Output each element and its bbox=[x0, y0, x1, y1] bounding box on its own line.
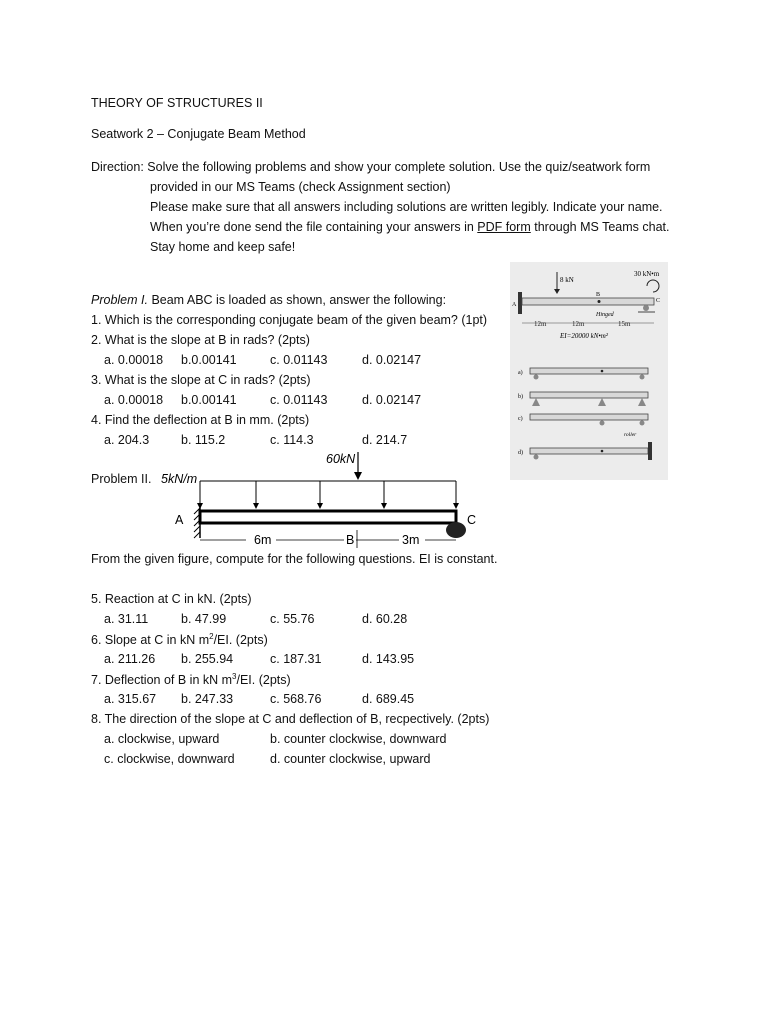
problem2-label-a: A bbox=[175, 513, 184, 527]
dist-load-arrowhead-2 bbox=[253, 503, 259, 509]
q7-option-d: d. 689.45 bbox=[362, 692, 415, 706]
question-4: 4. Find the deflection at B in mm. (2pts) bbox=[91, 413, 310, 427]
q5-option-a: a. 31.11 bbox=[104, 612, 149, 626]
choice-a-support-left bbox=[534, 375, 539, 380]
q4-option-b: b. 115.2 bbox=[181, 433, 226, 447]
q7-option-a: a. 315.67 bbox=[104, 692, 157, 706]
span-3: 15m bbox=[618, 320, 631, 328]
direction-line-5: Stay home and keep safe! bbox=[150, 240, 296, 254]
choice-c-support-mid bbox=[600, 421, 605, 426]
choice-d-label: d) bbox=[518, 450, 523, 456]
question-7 bbox=[91, 672, 291, 687]
direction-text-1: Solve the following problems and show your complete solution. Use the quiz/seatwork form bbox=[147, 160, 651, 174]
direction-line-4-pre: When you’re done send the file containing your answers in bbox=[150, 220, 478, 234]
label-a: A bbox=[512, 302, 517, 308]
direction-line-4-post: through MS Teams chat. bbox=[530, 220, 670, 234]
question-1: 1. Which is the corresponding conjugate beam of the given beam? (1pt) bbox=[91, 313, 488, 327]
choice-a-support-right bbox=[640, 375, 645, 380]
q7-text-pre: 7. Deflection of B in kN m bbox=[91, 673, 233, 688]
choice-d-fixed-right bbox=[648, 442, 652, 460]
span-1: 12m bbox=[534, 320, 547, 328]
q4-option-d: d. 214.7 bbox=[362, 433, 408, 447]
problem2-beam bbox=[200, 511, 456, 523]
question-5: 5. Reaction at C in kN. (2pts) bbox=[91, 592, 252, 606]
choice-c-support-right bbox=[640, 421, 645, 426]
q6-option-d: d. 143.95 bbox=[362, 652, 415, 666]
q2-option-b: b.0.00141 bbox=[181, 353, 237, 367]
span-2: 12m bbox=[572, 320, 585, 328]
point-load-label: 60kN bbox=[326, 452, 356, 466]
dist-load-arrowhead-5 bbox=[453, 503, 459, 509]
q4-option-a: a. 204.3 bbox=[104, 433, 150, 447]
q6-text-pre: 6. Slope at C in kN m bbox=[91, 633, 210, 648]
problem1-text: Beam ABC is loaded as shown, answer the following: bbox=[147, 293, 447, 307]
label-c: C bbox=[656, 298, 661, 304]
problem2-figure bbox=[150, 448, 490, 552]
direction-line-2: provided in our MS Teams (check Assignment section) bbox=[150, 180, 451, 194]
choice-c-label: c) bbox=[518, 416, 523, 422]
q5-option-b: b. 47.99 bbox=[181, 612, 227, 626]
pdf-form-text: PDF form bbox=[477, 220, 531, 234]
q3-option-b: b.0.00141 bbox=[181, 393, 237, 407]
question-8: 8. The direction of the slope at C and deflection of B, recpectively. (2pts) bbox=[91, 712, 490, 726]
q7-option-b: b. 247.33 bbox=[181, 692, 234, 706]
q6-option-b: b. 255.94 bbox=[181, 652, 234, 666]
dist-load-arrowhead-3 bbox=[317, 503, 323, 509]
problem2-span-2: 3m bbox=[402, 533, 420, 547]
q7-superscript: 3 bbox=[232, 672, 237, 681]
choice-b-label: b) bbox=[518, 394, 523, 400]
choice-d-support-left bbox=[534, 455, 539, 460]
ei-label: EI=20000 kN•m² bbox=[560, 332, 608, 340]
direction-line-4 bbox=[150, 220, 670, 234]
question-2: 2. What is the slope at B in rads? (2pts) bbox=[91, 333, 310, 347]
q2-option-c: c. 0.01143 bbox=[270, 353, 328, 367]
problem2-label: Problem II. bbox=[91, 472, 152, 486]
dist-load-label: 5kN/m bbox=[161, 472, 198, 486]
q6-text-post: /EI. (2pts) bbox=[213, 633, 268, 648]
q7-option-c: c. 568.76 bbox=[270, 692, 322, 706]
label-b: B bbox=[596, 292, 601, 298]
moment-label: 30 kN•m bbox=[634, 270, 660, 278]
problem2-span-1: 6m bbox=[254, 533, 272, 547]
q3-option-d: d. 0.02147 bbox=[362, 393, 422, 407]
problem2-label-b: B bbox=[346, 533, 355, 547]
course-title: THEORY OF STRUCTURES II bbox=[91, 96, 263, 110]
beam-abc bbox=[522, 298, 654, 305]
q4-option-c: c. 114.3 bbox=[270, 433, 314, 447]
q8-option-d: d. counter clockwise, upward bbox=[270, 752, 431, 766]
problem1-heading bbox=[91, 293, 446, 307]
problem1-label: Problem I. bbox=[91, 293, 148, 307]
load-8kn-label: 8 kN bbox=[560, 276, 574, 284]
problem2-intro: From the given figure, compute for the following questions. EI is constant. bbox=[91, 552, 498, 566]
direction-line-3: Please make sure that all answers including solutions are written legibly. Indicate your name. bbox=[150, 200, 663, 214]
q8-option-c: c. clockwise, downward bbox=[104, 752, 235, 766]
problem1-figure bbox=[510, 262, 668, 480]
q5-option-d: d. 60.28 bbox=[362, 612, 408, 626]
seatwork-title: Seatwork 2 – Conjugate Beam Method bbox=[91, 127, 306, 141]
choice-a-beam bbox=[530, 368, 648, 374]
choice-d-hinge bbox=[601, 450, 604, 453]
q6-superscript: 2 bbox=[209, 632, 214, 641]
q5-option-c: c. 55.76 bbox=[270, 612, 315, 626]
q8-option-a: a. clockwise, upward bbox=[104, 732, 220, 746]
q2-option-d: d. 0.02147 bbox=[362, 353, 422, 367]
dist-load-arrowhead-4 bbox=[381, 503, 387, 509]
problem2-label-c: C bbox=[467, 513, 477, 527]
q2-option-a: a. 0.00018 bbox=[104, 353, 164, 367]
point-load-arrowhead bbox=[354, 472, 362, 480]
q6-option-a: a. 211.26 bbox=[104, 652, 156, 666]
question-6 bbox=[91, 632, 268, 647]
roller-support-c bbox=[446, 522, 466, 538]
choice-c-beam bbox=[530, 414, 648, 420]
q7-text-post: /EI. (2pts) bbox=[236, 673, 291, 688]
question-3: 3. What is the slope at C in rads? (2pts) bbox=[91, 373, 311, 387]
q8-option-b: b. counter clockwise, downward bbox=[270, 732, 447, 746]
q3-option-c: c. 0.01143 bbox=[270, 393, 328, 407]
roller-label: roller bbox=[624, 432, 637, 438]
choice-b-beam bbox=[530, 392, 648, 398]
choice-d-beam bbox=[530, 448, 648, 454]
hinge-b bbox=[598, 300, 601, 303]
roller-c bbox=[643, 305, 649, 311]
direction-line-1 bbox=[91, 160, 650, 174]
q6-option-c: c. 187.31 bbox=[270, 652, 322, 666]
choice-a-label: a) bbox=[518, 370, 523, 376]
hinged-label: Hinged bbox=[596, 312, 614, 318]
choice-a-hinge bbox=[601, 370, 604, 373]
q3-option-a: a. 0.00018 bbox=[104, 393, 164, 407]
fixed-wall-a bbox=[518, 292, 522, 314]
direction-label: Direction: bbox=[91, 160, 144, 174]
